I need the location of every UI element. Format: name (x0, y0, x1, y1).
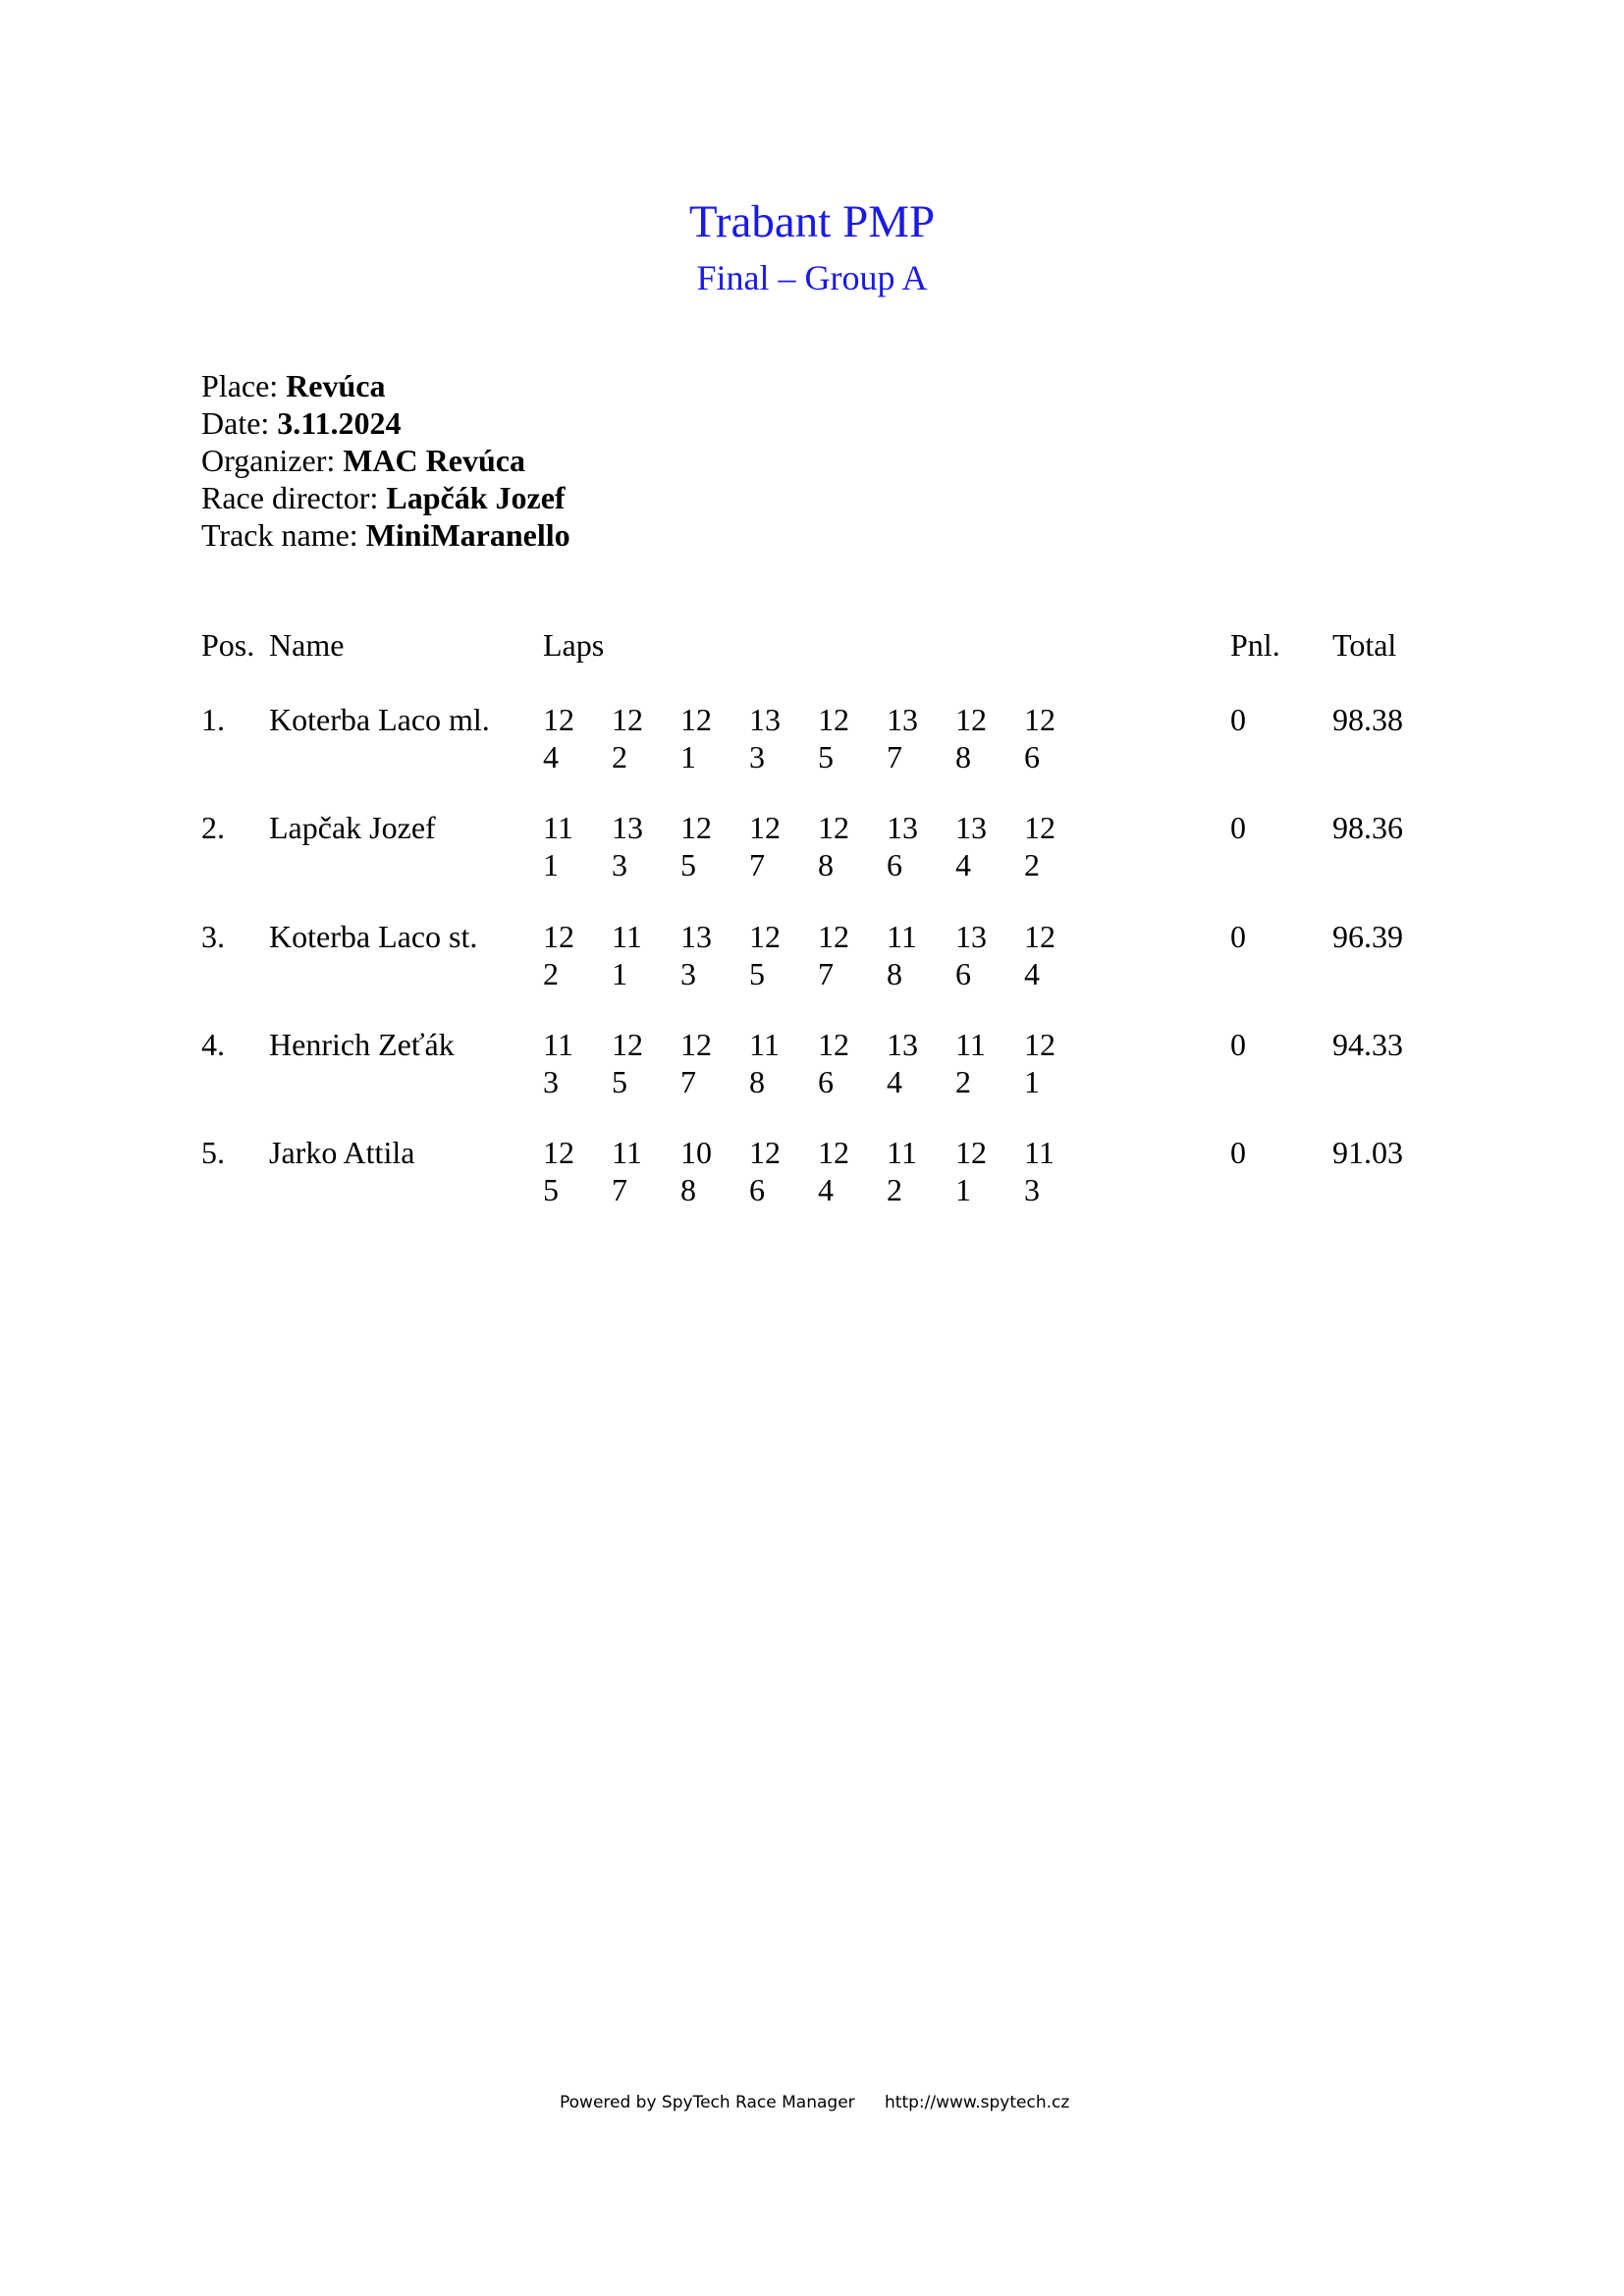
info-value: Lapčák Jozef (386, 480, 566, 515)
lap-value-top: 12 (543, 1135, 574, 1170)
lap-value-bottom: 5 (818, 739, 834, 774)
info-label: Date: (201, 405, 278, 441)
lap-value-top: 13 (680, 919, 712, 954)
penalty-value: 0 (1230, 810, 1246, 845)
race-info (201, 367, 570, 554)
lap-value-bottom: 5 (543, 1172, 559, 1207)
lap-value-bottom: 7 (818, 956, 834, 991)
penalty-value: 0 (1230, 1135, 1246, 1170)
lap-value-top: 12 (1024, 919, 1056, 954)
lap-value-top: 12 (543, 919, 574, 954)
lap-value-top: 11 (955, 1027, 986, 1062)
footer-url: http://www.spytech.cz (885, 2093, 1070, 2112)
info-value: 3.11.2024 (277, 405, 402, 441)
lap-value-top: 12 (955, 1135, 987, 1170)
lap-value-top: 12 (749, 810, 781, 845)
total-value: 94.33 (1332, 1027, 1403, 1062)
lap-value-top: 12 (749, 919, 781, 954)
lap-value-top: 12 (612, 702, 643, 737)
lap-value-top: 13 (955, 919, 987, 954)
lap-value-bottom: 1 (955, 1172, 971, 1207)
lap-value-bottom: 8 (680, 1172, 696, 1207)
info-label: Track name: (201, 517, 366, 553)
lap-value-bottom: 2 (955, 1064, 971, 1099)
column-header-pnl: Pnl. (1230, 627, 1280, 663)
info-date (201, 404, 570, 442)
driver-name: Lapčak Jozef (269, 810, 436, 845)
lap-value-top: 13 (887, 1027, 918, 1062)
lap-value-top: 11 (543, 810, 573, 845)
lap-value-bottom: 6 (955, 956, 971, 991)
lap-value-bottom: 6 (887, 847, 902, 882)
info-value: MAC Revúca (343, 443, 525, 478)
info-label: Place: (201, 368, 287, 403)
lap-value-top: 12 (955, 702, 987, 737)
lap-value-top: 13 (955, 810, 987, 845)
driver-name: Koterba Laco ml. (269, 702, 490, 737)
footer-powered-by: Powered by SpyTech Race Manager (560, 2093, 855, 2112)
lap-value-top: 12 (818, 702, 849, 737)
lap-value-top: 11 (887, 919, 917, 954)
lap-value-top: 13 (887, 810, 918, 845)
lap-value-top: 13 (887, 702, 918, 737)
lap-value-top: 11 (1024, 1135, 1055, 1170)
lap-value-bottom: 8 (887, 956, 902, 991)
lap-value-bottom: 7 (612, 1172, 627, 1207)
total-value: 98.38 (1332, 702, 1403, 737)
lap-value-bottom: 4 (818, 1172, 834, 1207)
info-value: Revúca (286, 368, 386, 403)
info-label: Race director: (201, 480, 387, 515)
lap-value-bottom: 2 (612, 739, 627, 774)
info-race-director (201, 479, 570, 516)
lap-value-bottom: 2 (1024, 847, 1040, 882)
lap-value-top: 12 (1024, 1027, 1056, 1062)
lap-value-bottom: 4 (887, 1064, 902, 1099)
lap-value-top: 11 (749, 1027, 780, 1062)
result-position: 1. (201, 702, 225, 737)
info-label: Organizer: (201, 443, 344, 478)
info-value: MiniMaranello (365, 517, 570, 553)
lap-value-top: 13 (749, 702, 781, 737)
result-position: 4. (201, 1027, 225, 1062)
lap-value-bottom: 4 (543, 739, 559, 774)
column-header-pos: Pos. (201, 627, 255, 663)
lap-value-bottom: 1 (1024, 1064, 1040, 1099)
lap-value-bottom: 3 (543, 1064, 559, 1099)
column-header-total: Total (1332, 627, 1397, 663)
driver-name: Jarko Attila (269, 1135, 415, 1170)
lap-value-bottom: 5 (680, 847, 696, 882)
penalty-value: 0 (1230, 919, 1246, 954)
lap-value-top: 11 (543, 1027, 573, 1062)
lap-value-top: 12 (1024, 810, 1056, 845)
lap-value-bottom: 6 (749, 1172, 765, 1207)
lap-value-bottom: 8 (749, 1064, 765, 1099)
lap-value-top: 12 (680, 702, 712, 737)
column-header-laps: Laps (543, 627, 605, 663)
lap-value-bottom: 7 (680, 1064, 696, 1099)
lap-value-top: 12 (818, 1135, 849, 1170)
lap-value-bottom: 1 (680, 739, 696, 774)
lap-value-bottom: 3 (680, 956, 696, 991)
lap-value-top: 11 (612, 919, 642, 954)
lap-value-bottom: 1 (543, 847, 559, 882)
lap-value-top: 12 (680, 1027, 712, 1062)
lap-value-bottom: 3 (749, 739, 765, 774)
lap-value-bottom: 5 (612, 1064, 627, 1099)
lap-value-bottom: 5 (749, 956, 765, 991)
lap-value-bottom: 2 (887, 1172, 902, 1207)
page-subtitle: Final – Group A (696, 258, 928, 297)
lap-value-top: 13 (612, 810, 643, 845)
lap-value-top: 12 (543, 702, 574, 737)
lap-value-top: 10 (680, 1135, 712, 1170)
result-position: 3. (201, 919, 225, 954)
penalty-value: 0 (1230, 1027, 1246, 1062)
total-value: 98.36 (1332, 810, 1403, 845)
lap-value-bottom: 4 (955, 847, 971, 882)
lap-value-bottom: 1 (612, 956, 627, 991)
lap-value-top: 12 (680, 810, 712, 845)
lap-value-bottom: 6 (818, 1064, 834, 1099)
driver-name: Henrich Zeťák (269, 1027, 455, 1062)
info-organizer (201, 442, 570, 479)
lap-value-top: 12 (749, 1135, 781, 1170)
driver-name: Koterba Laco st. (269, 919, 478, 954)
lap-value-top: 11 (612, 1135, 642, 1170)
result-position: 2. (201, 810, 225, 845)
lap-value-bottom: 6 (1024, 739, 1040, 774)
lap-value-top: 11 (887, 1135, 917, 1170)
lap-value-top: 12 (612, 1027, 643, 1062)
lap-value-top: 12 (1024, 702, 1056, 737)
info-track-name (201, 516, 570, 554)
info-place (201, 367, 570, 404)
result-position: 5. (201, 1135, 225, 1170)
lap-value-bottom: 7 (749, 847, 765, 882)
page-title: Trabant PMP (688, 196, 936, 247)
penalty-value: 0 (1230, 702, 1246, 737)
lap-value-top: 12 (818, 919, 849, 954)
total-value: 91.03 (1332, 1135, 1403, 1170)
lap-value-bottom: 3 (1024, 1172, 1040, 1207)
lap-value-top: 12 (818, 810, 849, 845)
lap-value-bottom: 8 (818, 847, 834, 882)
lap-value-bottom: 7 (887, 739, 902, 774)
lap-value-bottom: 4 (1024, 956, 1040, 991)
lap-value-bottom: 8 (955, 739, 971, 774)
lap-value-bottom: 2 (543, 956, 559, 991)
lap-value-bottom: 3 (612, 847, 627, 882)
column-header-name: Name (269, 627, 345, 663)
total-value: 96.39 (1332, 919, 1403, 954)
lap-value-top: 12 (818, 1027, 849, 1062)
